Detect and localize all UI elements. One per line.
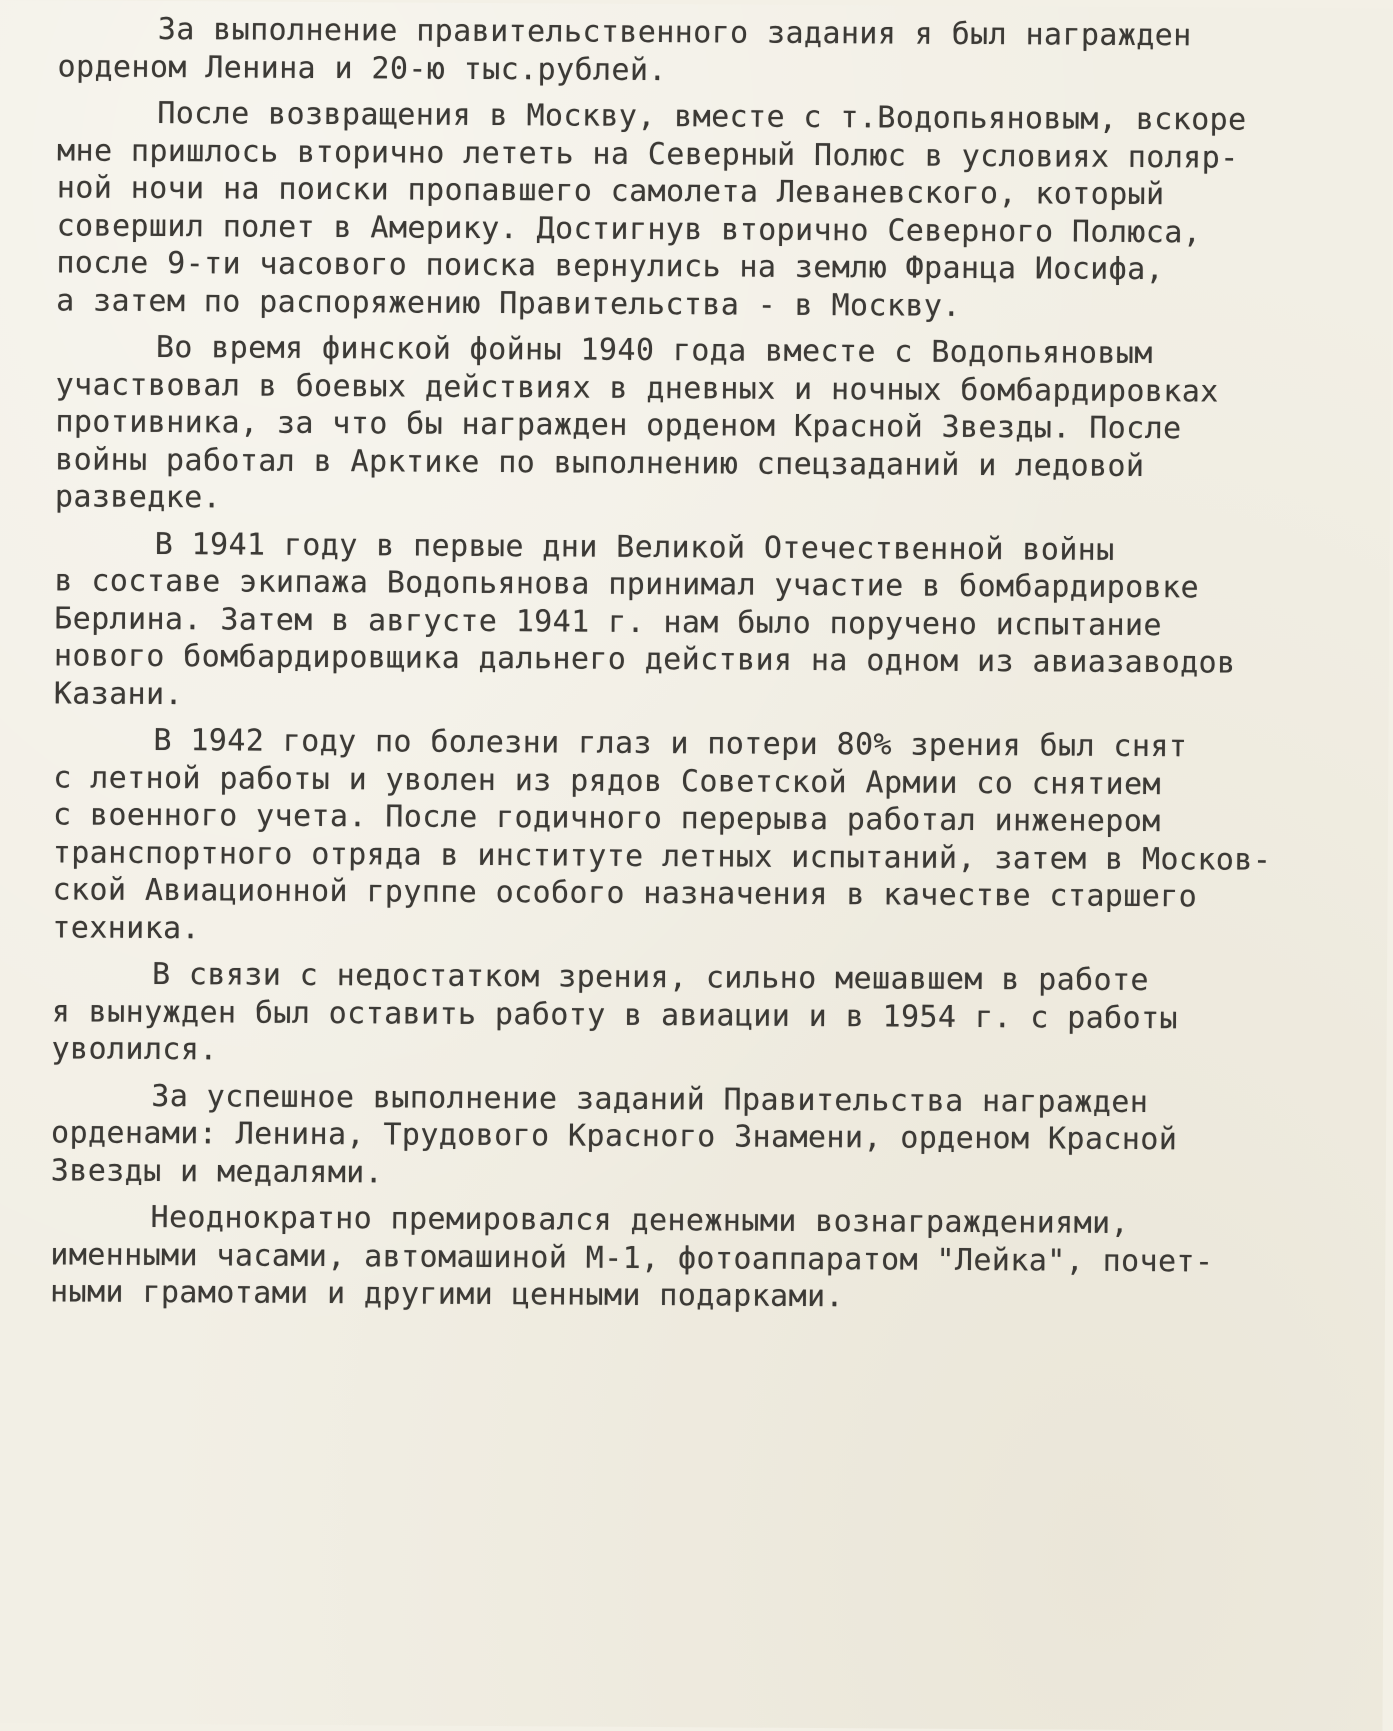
text-line: орденом Ленина и 20-ю тыс.рублей.	[57, 48, 667, 88]
paragraph-1941-berlin	[54, 525, 1350, 720]
text-line: в составе экипажа Водопьянова принимал участие в бомбардировке	[54, 563, 1200, 606]
paragraph-award-lenin	[57, 10, 1352, 93]
text-line: нового бомбардировщика дальнего действия на одном из авиазаводов	[53, 638, 1236, 681]
text-line: ными грамотами и другими ценными подарками.	[50, 1274, 845, 1315]
text-line: орденами: Ленина, Трудового Красного Знамени, орденом Красной	[50, 1115, 1178, 1158]
text-line: Во время финской фойны 1940 года вместе с Водопьяновым	[155, 329, 1153, 372]
paragraph-1942-illness	[52, 721, 1348, 954]
text-line: В 1941 году в первые дни Великой Отечественной войны	[154, 526, 1115, 568]
text-line: Берлина. Затем в августе 1941 г. нам было поручено испытание	[54, 600, 1163, 643]
text-line: За выполнение правительственного задания я был награжден	[157, 11, 1192, 54]
text-line: техника.	[52, 909, 201, 946]
text-line: разведке.	[54, 479, 222, 516]
text-line: После возвращения в Москву, вместе с т.Водопьяновым, вскоре	[157, 95, 1247, 138]
text-line: с военного учета. После годичного перерыва работал инженером	[52, 797, 1161, 840]
text-line: войны работал в Арктике по выполнению спецзаданий и ледовой	[55, 441, 1145, 484]
paragraph-finnish-war	[55, 328, 1351, 523]
paragraph-bonuses	[50, 1198, 1346, 1318]
paragraph-awards	[51, 1077, 1347, 1197]
text-line: противника, за что бы награжден орденом Красной Звезды. После	[55, 404, 1182, 447]
paragraph-leaving-aviation	[51, 955, 1347, 1075]
text-line: Казани.	[53, 675, 184, 712]
text-line: уволился.	[51, 1031, 218, 1068]
text-line: ной ночи на поиски пропавшего самолета Леваневского, который	[56, 170, 1165, 213]
text-line: В связи с недостатком зрения, сильно мешавшем в работе	[151, 956, 1150, 999]
text-line: ской Авиационной группе особого назначения в качестве старшего	[52, 872, 1198, 915]
text-line: Звезды и медалями.	[50, 1152, 384, 1190]
text-line: мне пришлось вторично лететь на Северный Полюс в условиях поляр-	[56, 132, 1239, 176]
text-line: а затем по распоряжению Правительства - в Москву.	[56, 282, 961, 324]
text-line: именными часами, автомашиной М-1, фотоаппаратом "Лейка", почет-	[50, 1236, 1214, 1279]
text-line: после 9-ти часового поиска вернулись на землю Франца Иосифа,	[56, 245, 1165, 288]
text-line: В 1942 году по болезни глаз и потери 80% зрения был снят	[153, 722, 1188, 765]
text-line: Неоднократно премировался денежными вознаграждениями,	[150, 1199, 1130, 1241]
paragraph-north-pole-search	[56, 94, 1352, 327]
text-line: участвовал в боевых действиях в дневных и ночных бомбардировках	[55, 366, 1219, 409]
text-line: транспортного отряда в институте летных испытаний, затем в Москов-	[52, 834, 1272, 878]
text-line: совершил полет в Америку. Достигнув вторично Северного Полюса,	[56, 207, 1202, 250]
text-line: За успешное выполнение заданий Правительства награжден	[151, 1078, 1149, 1120]
text-line: с летной работы и уволен из рядов Советской Армии со снятием	[53, 759, 1162, 802]
text-line: я вынужден был оставить работу в авиации и в 1954 г. с работы	[51, 993, 1179, 1036]
